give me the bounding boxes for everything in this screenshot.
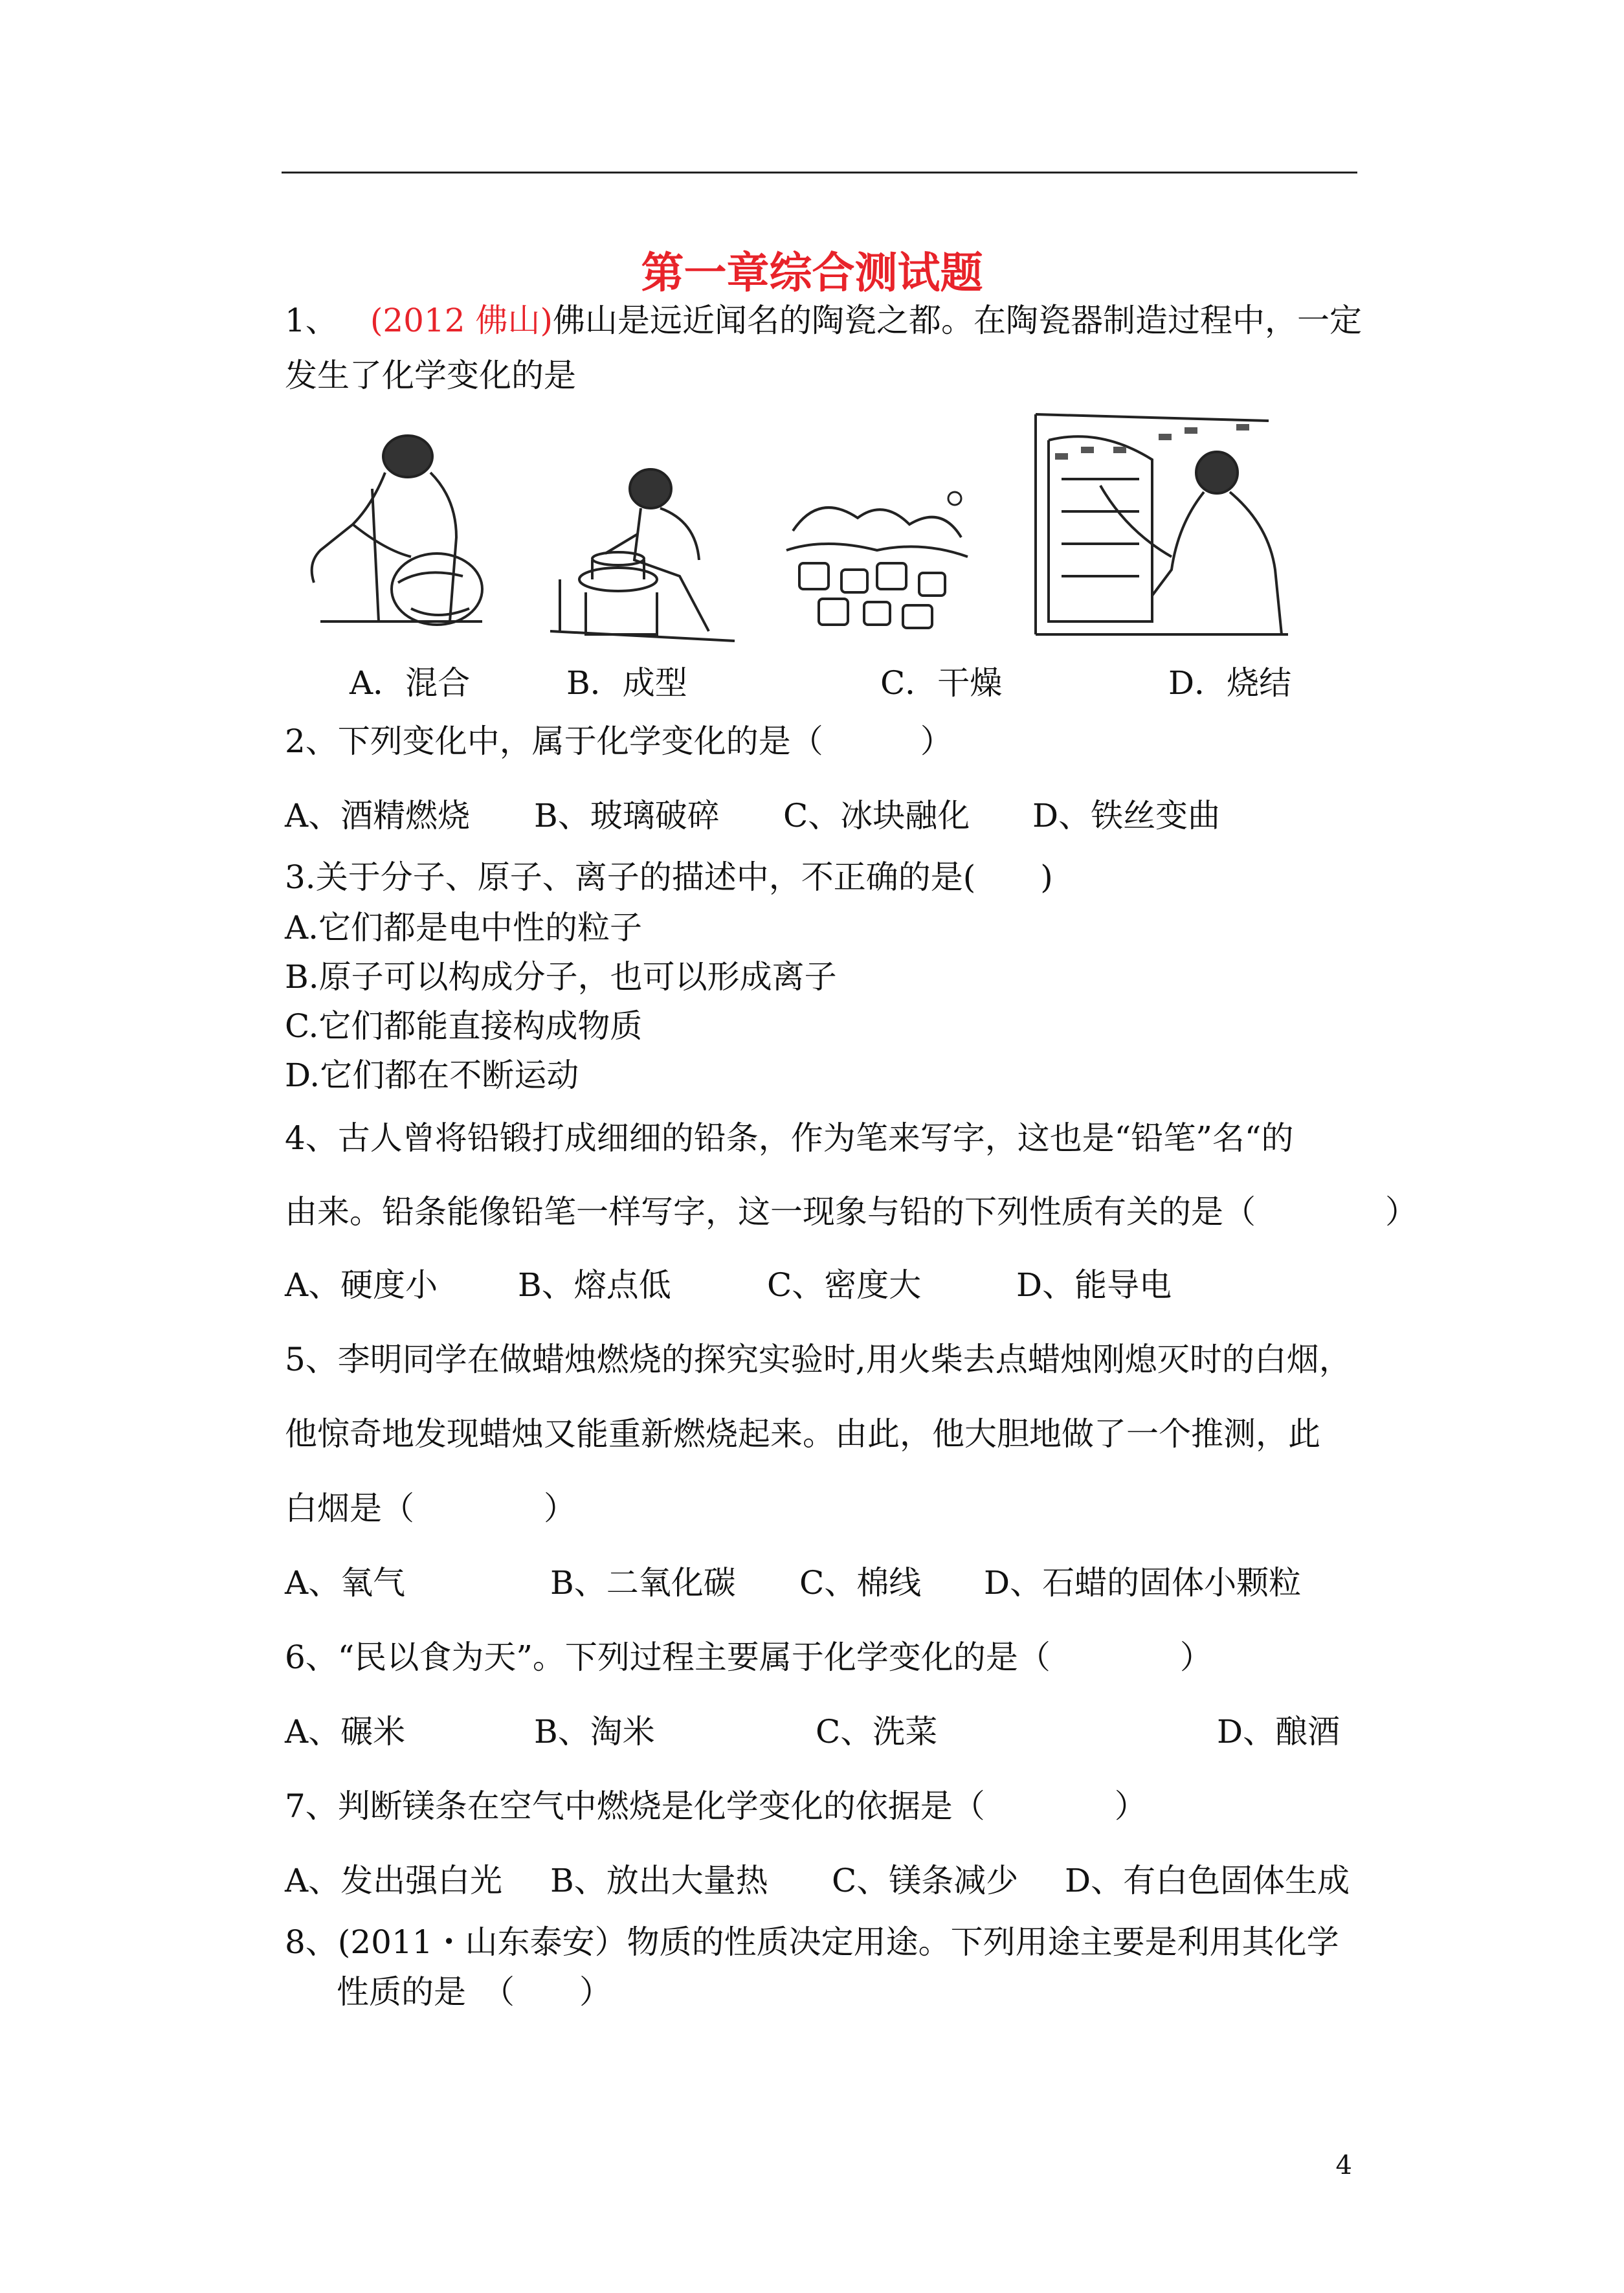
shaping-illustration <box>547 463 741 651</box>
q1-option-c: C．干燥 <box>880 664 1003 702</box>
q4-option-a: A、硬度小 <box>285 1266 438 1304</box>
q5-option-d: D、石蜡的固体小颗粒 <box>984 1564 1302 1602</box>
q2-option-b: B、玻璃破碎 <box>534 797 720 834</box>
q7-option-d: D、有白色固体生成 <box>1065 1862 1350 1899</box>
q5-option-b: B、二氧化碳 <box>550 1564 736 1602</box>
firing-kiln-illustration <box>1023 401 1295 647</box>
q6-option-d: D、酿酒 <box>1217 1713 1340 1751</box>
q3-option-a: A.它们都是电中性的粒子 <box>285 909 643 946</box>
q5-stem-line1: 5、李明同学在做蜡烛燃烧的探究实验时,用火柴去点蜡烛刚熄灭时的白烟， <box>285 1341 1351 1378</box>
q4-stem-line2: 由来。铅条能像铅笔一样写字，这一现象与铅的下列性质有关的是（ ） <box>285 1193 1418 1231</box>
q5-stem-line2: 他惊奇地发现蜡烛又能重新燃烧起来。由此，他大胆地做了一个推测，此 <box>285 1415 1320 1453</box>
q5-option-c: C、棉线 <box>799 1564 922 1602</box>
q7-option-c: C、镁条减少 <box>832 1862 1019 1899</box>
q1-stem-line2: 发生了化学变化的是 <box>285 357 576 394</box>
q4-option-b: B、熔点低 <box>518 1266 671 1304</box>
q4-option-c: C、密度大 <box>767 1266 922 1304</box>
q6-option-c: C、洗菜 <box>816 1713 938 1751</box>
q4-option-d: D、能导电 <box>1016 1266 1172 1304</box>
page-number: 4 <box>1335 2151 1352 2180</box>
header-rule <box>282 172 1357 173</box>
q8-stem-line2: 性质的是 （ ） <box>337 1973 612 2011</box>
q1-stem-line1 <box>285 304 1362 337</box>
q1-option-d: D．烧结 <box>1168 664 1292 702</box>
q3-stem: 3.关于分子、原子、离子的描述中，不正确的是( ) <box>285 858 1053 896</box>
q2-stem: 2、下列变化中，属于化学变化的是（ ） <box>285 722 953 760</box>
q5-option-a: A、氧气 <box>285 1564 406 1602</box>
q2-option-a: A、酒精燃烧 <box>285 797 471 834</box>
q1-option-a: A．混合 <box>350 664 471 702</box>
drying-illustration <box>780 479 971 641</box>
q3-option-b: B.原子可以构成分子，也可以形成离子 <box>285 958 837 996</box>
q7-option-a: A、发出强白光 <box>285 1862 503 1899</box>
q3-option-d: D.它们都在不断运动 <box>285 1057 579 1094</box>
q7-stem: 7、判断镁条在空气中燃烧是化学变化的依据是（ ） <box>285 1787 1147 1825</box>
q1-text: 佛山是远近闻名的陶瓷之都。在陶瓷器制造过程中，一定 <box>552 302 1362 339</box>
q5-stem-line3: 白烟是（ ） <box>285 1490 576 1527</box>
q7-option-b: B、放出大量热 <box>550 1862 768 1899</box>
q2-option-c: C、冰块融化 <box>783 797 970 834</box>
q6-option-b: B、淘米 <box>534 1713 655 1751</box>
q8-stem-line1: 8、(2011・山东泰安）物质的性质决定用途。下列用途主要是利用其化学 <box>285 1923 1339 1961</box>
q3-option-c: C.它们都能直接构成物质 <box>285 1007 643 1045</box>
mixing-illustration <box>295 427 508 641</box>
q6-stem: 6、“民以食为天”。下列过程主要属于化学变化的是（ ） <box>285 1639 1212 1676</box>
q2-option-d: D、铁丝变曲 <box>1032 797 1221 834</box>
q1-option-b: B．成型 <box>566 664 687 702</box>
q6-option-a: A、碾米 <box>285 1713 406 1751</box>
q4-stem-line1: 4、古人曾将铅锻打成细细的铅条，作为笔来写字，这也是“铅笔”名“的 <box>285 1119 1294 1157</box>
q1-number: 1、 <box>285 302 338 339</box>
q1-source: (2012 佛山) <box>370 302 553 339</box>
page-title: 第一章综合测试题 <box>641 247 983 298</box>
